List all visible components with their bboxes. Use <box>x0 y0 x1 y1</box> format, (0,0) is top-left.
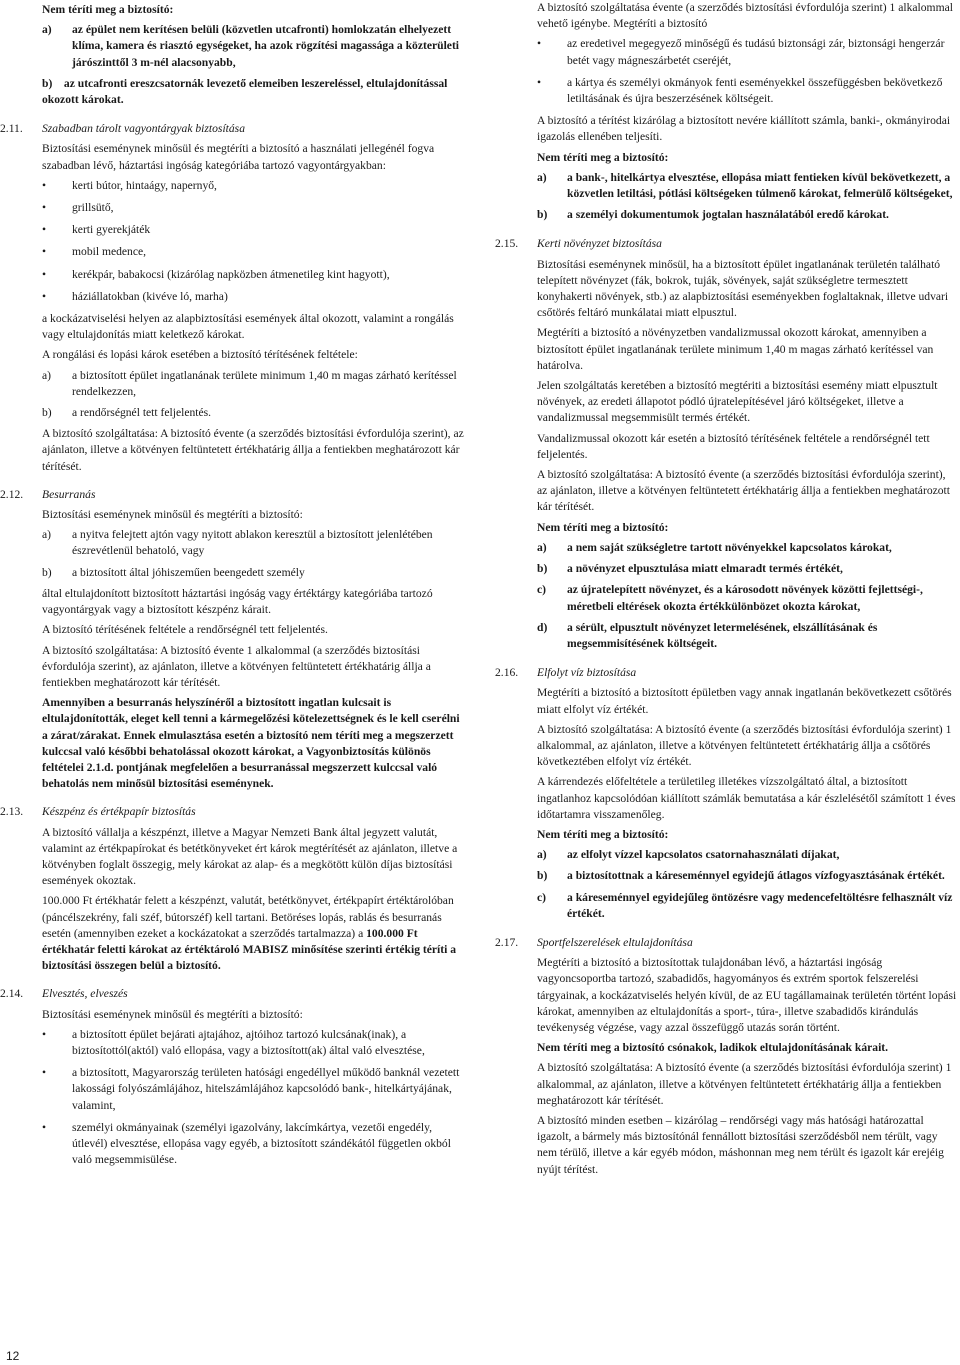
right-column <box>495 0 957 1182</box>
section-number: 2.15. <box>495 237 519 251</box>
paragraph: 100.000 Ft értékhatár felett a készpénzt, valutát, betétkönyvet, értékpapírt értéktárolóban (páncélszekrény, fali széf, bútorszéf) kell tartani. Betöréses lopás, rablás és besurranás esetén (amennyiben ezeket a kockázatokat a szerződés tartalmazza) a 100.000 Ft értékhatár feletti károkat az értéktároló MABISZ minősítése szerinti értékig téríti a biztosítási összegen belül a biztosító. <box>42 894 457 973</box>
exclusion-item: d) a sérült, elpusztult növényzet letermelésének, elszállításának és megsemmisítésének költségeit. <box>537 620 878 650</box>
exclusion-item: b) a biztosítottnak a káreseménnyel egyidejű átlagos vízfogyasztásának értékét. <box>537 869 945 883</box>
paragraph: A biztosító szolgáltatása: A biztosító évente 1 alkalommal (a szerződés biztosítási évfordulója szerint), az ajánlaton, illetve a kötvényen feltüntetett értékhatárig állja a fentiekben meghatározott kár térítését. <box>42 643 431 689</box>
exclusions-heading: Nem téríti meg a biztosító: <box>537 520 669 534</box>
section-number: 2.13. <box>0 805 24 819</box>
section-number: 2.12. <box>0 487 24 501</box>
exclusion-heading-boats: Nem téríti meg a biztosító csónakok, ladikok eltulajdonításának kárait. <box>537 1041 889 1055</box>
section-2-17 <box>495 935 957 1178</box>
section-2-16 <box>495 665 957 922</box>
paragraph: Biztosítási eseménynek minősül és megtéríti a biztosító: <box>42 1007 303 1021</box>
bullet-list <box>537 36 957 107</box>
bullet-list <box>42 178 468 305</box>
exclusion-item: b) a növényzet elpusztulása miatt elmaradt termés értékét, <box>537 562 843 576</box>
exclusion-item: a) a nem saját szükségletre tartott növényekkel kapcsolatos károkat, <box>537 540 892 554</box>
paragraph: Jelen szolgáltatás keretében a biztosító megtériti a biztosítási esemény miatt elpusztult növények, az eredeti állapotot pódló újratelepítésével járó költségeket, illetve a vandalizmussal megsemmisült termés értékét. <box>537 379 938 425</box>
paragraph: a kockázatviselési helyen az alapbiztosítási események által okozott, valamint a rongálás vagy eltulajdonítás miatt keletkező károkat. <box>42 312 454 342</box>
condition-a: a) a biztosított épület ingatlanának területe minimum 1,40 m magas zárható kerítéssel rendelkezzen, <box>42 368 457 398</box>
list-item: • az eredetivel megegyező minőségű és tudású biztonsági zár, biztonsági hengerzár betét vagy mágneszárbetét cseréjét, <box>537 36 957 68</box>
exclusions-top <box>0 2 468 108</box>
paragraph: A biztosító térítésének feltétele a rendőrségnél tett feljelentés. <box>42 623 328 637</box>
list-item: • grillsütő, <box>42 200 468 216</box>
exclusion-item: a) az elfolyt vízzel kapcsolatos csatornahasználati díjakat, <box>537 848 840 862</box>
section-2-14-continued <box>495 0 957 223</box>
list-item: • személyi okmányainak (személyi igazolvány, lakcímkártya, vezetői engedély, útlevél) elvesztése, ellopása vagy egyéb, a biztosított szándékától független okból való megsemmisülése. <box>42 1120 468 1169</box>
section-number: 2.17. <box>495 935 519 949</box>
section-2-12 <box>0 487 468 792</box>
paragraph: A rongálási és lopási károk esetében a biztosító térítésének feltétele: <box>42 348 358 362</box>
section-title: Besurranás <box>42 487 96 501</box>
list-item: • a kártya és személyi okmányok fenti eseményekkel összefüggésben bekövetkező letiltásának és újra beszerzésének költségeit. <box>537 75 957 107</box>
item-b: b) a biztosított által jóhiszeműen beengedett személy <box>42 565 305 579</box>
section-2-15 <box>495 236 957 652</box>
list-item: • a biztosított épület bejárati ajtajához, ajtóihoz tartozó kulcsának(inak), a biztosítottól(aktól) való ellopása, vagy a biztosított(ak) által való elvesztése, <box>42 1027 468 1059</box>
bold-note: Amennyiben a besurranás helyszínéről a biztosított ingatlan kulcsait is eltulajdonították, eleget kell tenni a kármegelőzési kötelezettségnek és le kell cserélni a zárat/zárakat. Ennek elmulasztása esetén a biztosító nem téríti meg a megszerzett kulccsal való későbbi behatolással okozott károkat, a Vagyonbiztosítás különös feltételei 2.1.d. pontjának megfelelően a besurranással megszerzett kulccsal való behatolás nem minősül biztosítási eseménynek. <box>42 696 460 791</box>
section-number: 2.16. <box>495 666 519 680</box>
paragraph: Biztosítási eseménynek minősül és megtéríti a biztosító: <box>42 508 303 522</box>
list-item: • a biztosított, Magyarország területen hatósági engedéllyel működő banknál vezetett lakossági folyószámlájához, hitelszámlájához kapcsolódó bank-, hitelkártyájának, valamint, <box>42 1065 468 1114</box>
condition-b: b) a rendőrségnél tett feljelentés. <box>42 406 212 420</box>
section-number: 2.14. <box>0 987 24 1001</box>
paragraph: Biztosítási eseménynek minősül, ha a biztosított épület ingatlanának területén található telepített növényzet (fák, bokrok, tuják, sövények, saját szükségletre termesztett konyhakerti növények, stb.) az alapbiztosítási eseményekben foglaltaknak, illetve udvari csőtörés feltáró munkálatai miatt elpusztul. <box>537 257 949 320</box>
left-column <box>0 0 468 1174</box>
exclusion-item: c) az újratelepített növényzet, és a károsodott növények közötti fejlettségi-, méretbeli eltérések okozta értékkülönbözet okozta károkat, <box>537 583 923 613</box>
bullet-list <box>42 1027 468 1169</box>
section-2-14 <box>0 986 468 1168</box>
section-2-13 <box>0 804 468 974</box>
paragraph: Megtéríti a biztosító a biztosított épületben vagy annak ingatlanán bekövetkezett csőtörés miatt elfolyt víz értékét. <box>537 686 952 716</box>
exclusion-a: a) a bank-, hitelkártya elvesztése, ellopása miatt fentieken kívül bekövetkezett, a közvetlen letiltási, pótlási költségeken túlmenő károkat, felmerülő költségeket, <box>537 170 953 201</box>
paragraph: A biztosító a térítést kizárólag a biztosított nevére kiállított számla, banki-, okmányirodai igazolás ellenében teljesíti. <box>537 114 951 144</box>
section-number: 2.11. <box>0 122 23 136</box>
section-title: Elfolyt víz biztosítása <box>537 666 637 680</box>
page-number: 12 <box>6 1349 20 1363</box>
section-2-11 <box>0 121 468 475</box>
list-item: • kerékpár, babakocsi (kizárólag napközben átmenetileg kint hagyott), <box>42 267 468 283</box>
section-title: Szabadban tárolt vagyontárgyak biztosítása <box>42 122 245 136</box>
paragraph: Megtéríti a biztosító a biztosítottak tulajdonában lévő, a háztartási ingóság vagyoncsoportba tartozó, szabadidős, hagyományos és extrém sportok felszerelési tárgyainak, a kockázatviselés helyén kívül, de az EU tagállamainak területén történt lopási károkat, amennyiben az eltulajdonítás a sport-, túra-, illetve szabadidős kirándulás tevékenység végzése, vagy azzal összefüggő utazás során történt. <box>537 956 957 1034</box>
paragraph: A biztosító szolgáltatása évente (a szerződés biztosítási évfordulója szerint) 1 alkalommal vehető igénybe. Megtéríti a biztosító <box>537 1 953 31</box>
paragraph: A kárrendezés előfeltétele a területileg illetékes vízszolgáltató által, a biztosított ingatlanhoz kapcsolódóan kiállított számlák bemutatása a kár észlelésétől számított 1 éves időtartamra visszamenőleg. <box>537 775 956 821</box>
paragraph: Vandalizmussal okozott kár esetén a biztosító térítésének feltétele a rendőrségnél tett feljelentés. <box>537 431 930 461</box>
exclusions-heading: Nem téríti meg a biztosító: <box>537 827 669 841</box>
list-item: • kerti gyerekjáték <box>42 222 468 238</box>
list-item: • mobil medence, <box>42 244 468 260</box>
paragraph: A biztosító szolgáltatása: A biztosító évente (a szerződés biztosítási évfordulója szerint), az ajánlaton, illetve a kötvényen feltüntetett értékhatárig állja a fentiekben meghatározott kár térítését. <box>537 468 950 514</box>
list-item: • kerti bútor, hintaágy, napernyő, <box>42 178 468 194</box>
section-title: Készpénz és értékpapír biztosítás <box>42 805 196 819</box>
paragraph: Megtéríti a biztosító a növényzetben vandalizmussal okozott károkat, amennyiben a biztosított épület ingatlanának területe minimum 1,40 m magas zárható kerítéssel van határolva. <box>537 326 934 372</box>
exclusion-b: b) az utcafronti ereszcsatornák levezető elemeiben leszereléssel, eltulajdonítással okozott károkat. <box>42 76 448 107</box>
exclusion-a: a) az épület nem kerítésen belüli (közvetlen utcafronti) homlokzatán elhelyezett klíma, kamera és riasztó egységeket, ha azok rögzítési magassága a közterületi járószinttől 3 m-nél alacsonyabb, <box>42 23 460 69</box>
paragraph: által eltulajdonított biztosított háztartási ingóság vagy értéktárgy kategóriába tartozó vagyontárgyak vagy a biztosított készpénz kárait. <box>42 586 433 617</box>
list-item: • háziállatokban (kivéve ló, marha) <box>42 289 468 305</box>
paragraph: A biztosító vállalja a készpénzt, illetve a Magyar Nemzeti Bank által jegyzett valutát, valamint az értékpapírokat és betétkönyveket ért károk megtérítését az ajánlaton, illetve a kötvényben foglalt összegig, mely károkat az alap- és a megkötött külön díjas biztosítási események okoztak. <box>42 825 458 888</box>
exclusions-heading: Nem téríti meg a biztosító: <box>537 150 669 164</box>
paragraph: A biztosító minden esetben – kizárólag – rendőrségi vagy más hatósági határozattal igazolt, a bármely más biztosítónál fennállott biztosítási szerződésből nem térült, vagy nem térülő, illetve a kár egyéb módon, máshonnan meg nem térült és igazolt kár erejéig nyújt térítést. <box>537 1113 944 1176</box>
exclusion-item: c) a káreseménnyel egyidejűleg öntözésre vagy medencefeltöltésre felhasznált víz értékét. <box>537 890 953 920</box>
exclusion-b: b) a személyi dokumentumok jogtalan használatából eredő károkat. <box>537 208 889 222</box>
paragraph: Biztosítási eseménynek minősül és megtéríti a biztosító a használati jellegénél fogva szabadban lévő, háztartási ingóság kategóriába tartozó vagyontárgyakban: <box>42 142 435 172</box>
exclusions-heading: Nem téríti meg a biztosító: <box>42 3 174 16</box>
paragraph: A biztosító szolgáltatása: A biztosító évente (a szerződés biztosítási évfordulója szerint) 1 alkalommal, az ajánlaton, illetve a kötvényen feltüntetett értékhatárig állja a fentiekben meghatározott kár térítését. <box>537 1061 952 1107</box>
paragraph: A biztosító szolgáltatása: A biztosító évente (a szerződés biztosítási évfordulója szerint) 1 alkalommal, az ajánlaton, illetve a kötvényen feltüntetett értékhatárig állja a csőtörés következtében elfolyt víz értékét. <box>537 722 952 769</box>
item-a: a) a nyitva felejtett ajtón vagy nyitott ablakon keresztül a biztosított jelenlétében észrevétlenül behatoló, vagy <box>42 528 433 558</box>
section-title: Kerti növényzet biztosítása <box>537 237 662 251</box>
section-title: Sportfelszerelések eltulajdonítása <box>537 935 693 949</box>
paragraph: A biztosító szolgáltatása: A biztosító évente (a szerződés biztosítási évfordulója szerint), az ajánlaton, illetve a kötvényen feltüntetett értékhatárig állja a fentiekben meghatározott kár térítését. <box>42 427 464 473</box>
section-title: Elvesztés, elveszés <box>42 987 128 1001</box>
